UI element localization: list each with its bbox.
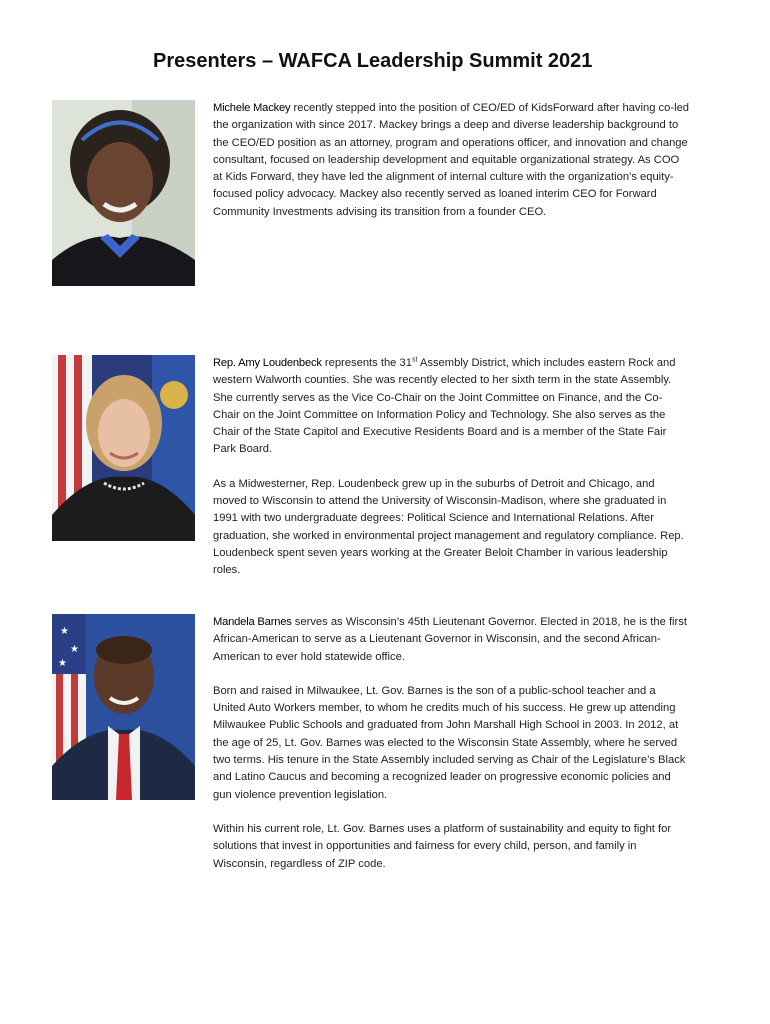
bio-paragraph (213, 614, 689, 666)
svg-text:★: ★ (58, 658, 67, 669)
bio-paragraph: Born and raised in Milwaukee, Lt. Gov. Barnes is the son of a public-school teacher and a United Auto Workers member, to whom he credits much of his success. He grew up attending Milwaukee Public Schools and graduated from John Marshall High School in 2003. In 2012, at the age of 25, Lt. Gov. Barnes was elected to the Wisconsin State Assembly, where he served two terms. His tenure in the State Assembly included serving as Chair of the Legislature’s Black and Latino Caucus and becoming a recognized leader on progressive economic policies and gun violence prevention legislation. (213, 684, 686, 801)
bio-text: serves as Wisconsin’s 45th Lieutenant Governor. Elected in 2018, he is the first African-American to serve as a Lieutenant Governor in Wisconsin, and the second African-American to ever hold statewide office. (213, 616, 687, 663)
portrait-photo (52, 355, 195, 541)
portrait-photo-art (52, 614, 195, 800)
presenter-name: Mandela Barnes (213, 616, 292, 628)
presenter-bio (213, 100, 689, 238)
portrait-photo (52, 100, 195, 286)
bio-paragraph (213, 100, 689, 221)
portrait-photo-art (52, 355, 195, 541)
bio-text: recently stepped into the position of CEO/ED of KidsForward after having co-led the organization with since 2017. Mackey brings a deep and diverse leadership background to the CEO/ED position as an attorney, program and operations officer, and innovation and change consultant, focused on leadership development and equitable organizational strategy. As COO at Kids Forward, they have led the alignment of internal culture with the organization’s equity-focused policy advocacy. Mackey also recently served as loaned interim CEO for Forward Community Investments advising its transition from a founder CEO. (213, 102, 690, 218)
ordinal-suffix: st (411, 356, 418, 364)
bio-text: represents the 31 (321, 357, 412, 369)
bio-paragraph: Within his current role, Lt. Gov. Barnes uses a platform of sustainability and equity to fight for solutions that invest in opportunities and fairness for every child, person, and family in Wisconsin, regardless of ZIP code. (213, 822, 672, 870)
presenter-bio (213, 355, 689, 597)
svg-text:★: ★ (60, 626, 69, 637)
page-title: Presenters – WAFCA Leadership Summit 2021 (153, 50, 593, 72)
presenter-bio (213, 614, 689, 890)
portrait-photo (52, 614, 195, 800)
presenter-name: Rep. Amy Loudenbeck (213, 357, 322, 369)
bio-paragraph: As a Midwesterner, Rep. Loudenbeck grew up in the suburbs of Detroit and Chicago, and moved to Wisconsin to attend the University of Wisconsin-Madison, where she graduated in 1991 with two undergraduate degrees: Political Science and International Relations. After graduation, she worked in environmental project management and regulatory compliance. Rep. Loudenbeck spent seven years working at the Greater Beloit Chamber in various leadership roles. (213, 477, 684, 577)
bio-text: Assembly District, which includes eastern Rock and western Walworth counties. She was recently elected to her sixth term in the state Assembly. She currently serves as the Vice Co-Chair on the Joint Committee on Finance, and the Co-Chair on the Joint Committee on Information Policy and Technology. She also serves as the Chair of the State Capitol and Executive Residents Board and is a member of the State Fair Park Board. (213, 357, 676, 456)
portrait-photo-art (52, 100, 195, 286)
svg-text:★: ★ (70, 644, 79, 655)
presenter-name: Michele Mackey (213, 102, 291, 114)
bio-paragraph (213, 355, 689, 459)
